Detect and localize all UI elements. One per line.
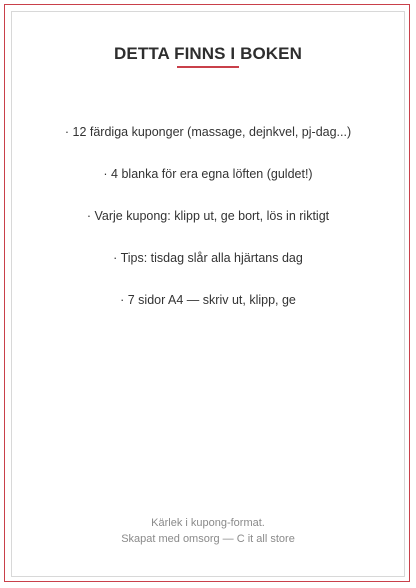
content-list bbox=[0, 124, 416, 334]
list-item: · 7 sidor A4 — skriv ut, klipp, ge bbox=[120, 293, 296, 307]
footer-credit: Skapat med omsorg — C it all store bbox=[121, 533, 295, 545]
page-title: DETTA FINNS I BOKEN bbox=[114, 44, 302, 63]
list-item: · Varje kupong: klipp ut, ge bort, lös in riktigt bbox=[86, 209, 330, 223]
list-item: · 12 färdiga kuponger (massage, dejnkvel, pj-dag...) bbox=[64, 125, 352, 139]
title-underline bbox=[177, 66, 239, 68]
footer-tagline: Kärlek i kupong-format. bbox=[151, 517, 265, 529]
footer bbox=[0, 515, 416, 547]
list-item: · 4 blanka för era egna löften (guldet!) bbox=[103, 167, 313, 181]
list-item: · Tips: tisdag slår alla hjärtans dag bbox=[113, 251, 303, 265]
